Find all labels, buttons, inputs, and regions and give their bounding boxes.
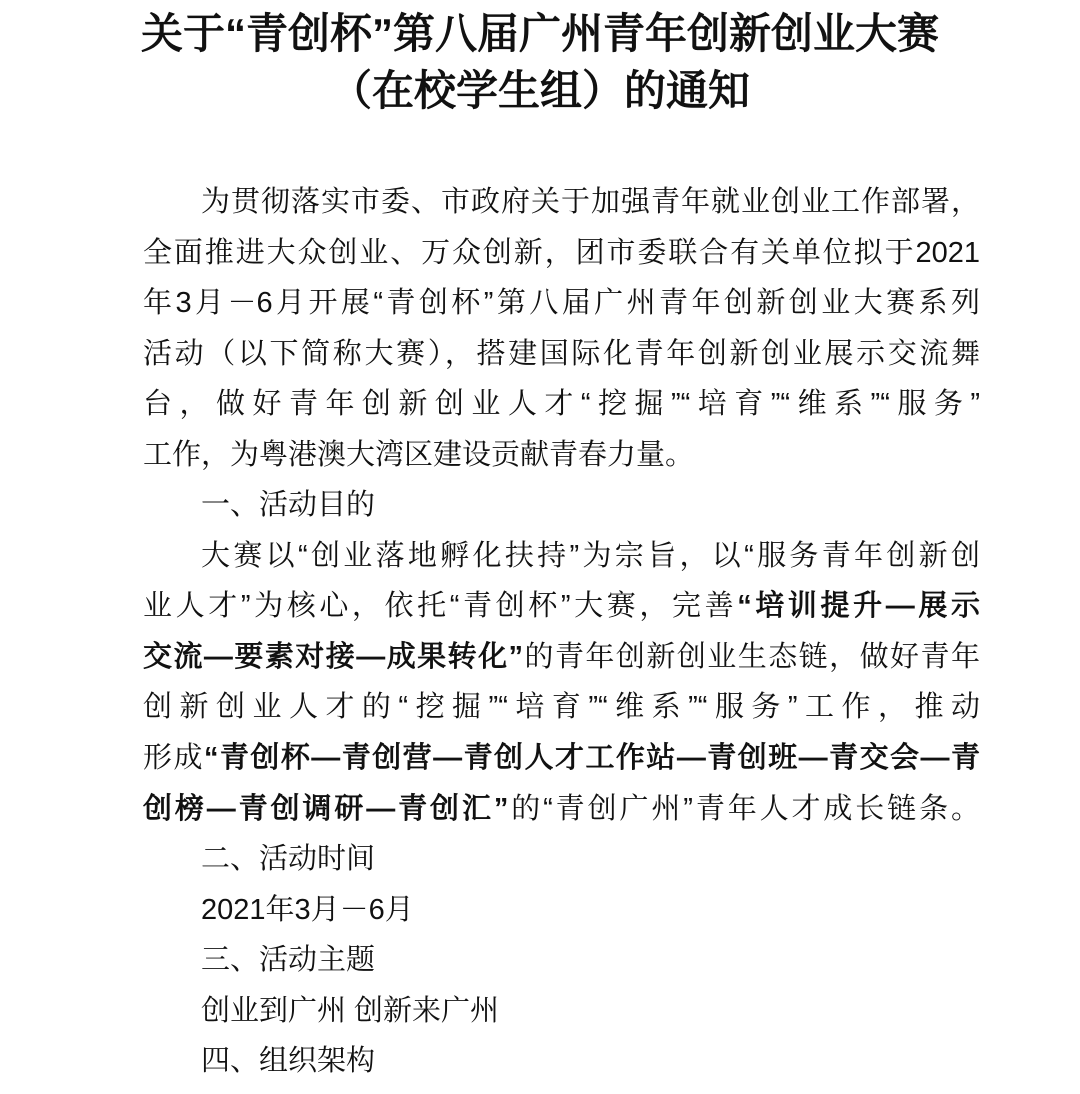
body-text: 台，做好青年创新创业人才“挖掘”“培育”“维系”“服务” [143, 388, 980, 421]
text-line [143, 228, 980, 279]
bold-text: 交流—要素对接—成果转化” [143, 640, 524, 673]
body-text: 全面推进大众创业、万众创新，团市委联合有关单位拟于2021 [143, 236, 980, 269]
text-line [143, 986, 980, 1037]
text-line [143, 1036, 980, 1087]
body-text: 工作，为粤港澳大湾区建设贡献青春力量。 [143, 438, 695, 471]
body-text: 大赛以“创业落地孵化扶持”为宗旨，以“服务青年创新创 [201, 539, 980, 572]
body-text: 创业到广州 创新来广州 [201, 994, 500, 1027]
body-text: 为贯彻落实市委、市政府关于加强青年就业创业工作部署， [201, 186, 980, 218]
text-line [143, 531, 980, 582]
text-line [143, 733, 980, 784]
text-line [143, 379, 980, 430]
bold-text: 创榜—青创调研—青创汇” [143, 792, 509, 825]
title-line-2: （在校学生组）的通知 [329, 67, 750, 114]
body-text: 创新创业人才的“挖掘”“培育”“维系”“服务”工作，推动 [143, 691, 980, 724]
text-line [143, 784, 980, 835]
body-text: 四、组织架构 [201, 1045, 376, 1078]
bold-text: “青创杯—青创营—青创人才工作站—青创班—青交会—青 [203, 742, 980, 775]
text-line [143, 632, 980, 683]
text-line [143, 430, 980, 481]
body-text: 2021年3月－6月 [201, 893, 414, 926]
text-line [143, 177, 980, 228]
body-text: 业人才”为核心，依托“青创杯”大赛，完善 [143, 590, 738, 623]
body-text: 的青年创新创业生态链，做好青年 [523, 640, 980, 673]
title-line-1: 关于“青创杯”第八届广州青年创新创业大赛 [140, 10, 939, 57]
text-line [143, 682, 980, 733]
body-text: 的“青创广州”青年人才成长链条。 [508, 792, 980, 825]
bold-text: “培训提升—展示 [737, 590, 980, 623]
body-text: 三、活动主题 [201, 944, 376, 977]
text-line [143, 480, 980, 531]
text-line [143, 581, 980, 632]
text-line [143, 885, 980, 936]
text-line [143, 278, 980, 329]
text-line [143, 329, 980, 380]
body-text: 活动（以下简称大赛），搭建国际化青年创新创业展示交流舞 [143, 337, 980, 370]
document-body [143, 177, 980, 1087]
body-text: 一、活动目的 [201, 489, 376, 522]
body-text: 年3月－6月开展“青创杯”第八届广州青年创新创业大赛系列 [143, 287, 980, 320]
body-text: 二、活动时间 [201, 843, 376, 876]
text-line [143, 834, 980, 885]
document-title [0, 0, 1080, 119]
body-text: 形成 [143, 742, 204, 775]
text-line [143, 935, 980, 986]
